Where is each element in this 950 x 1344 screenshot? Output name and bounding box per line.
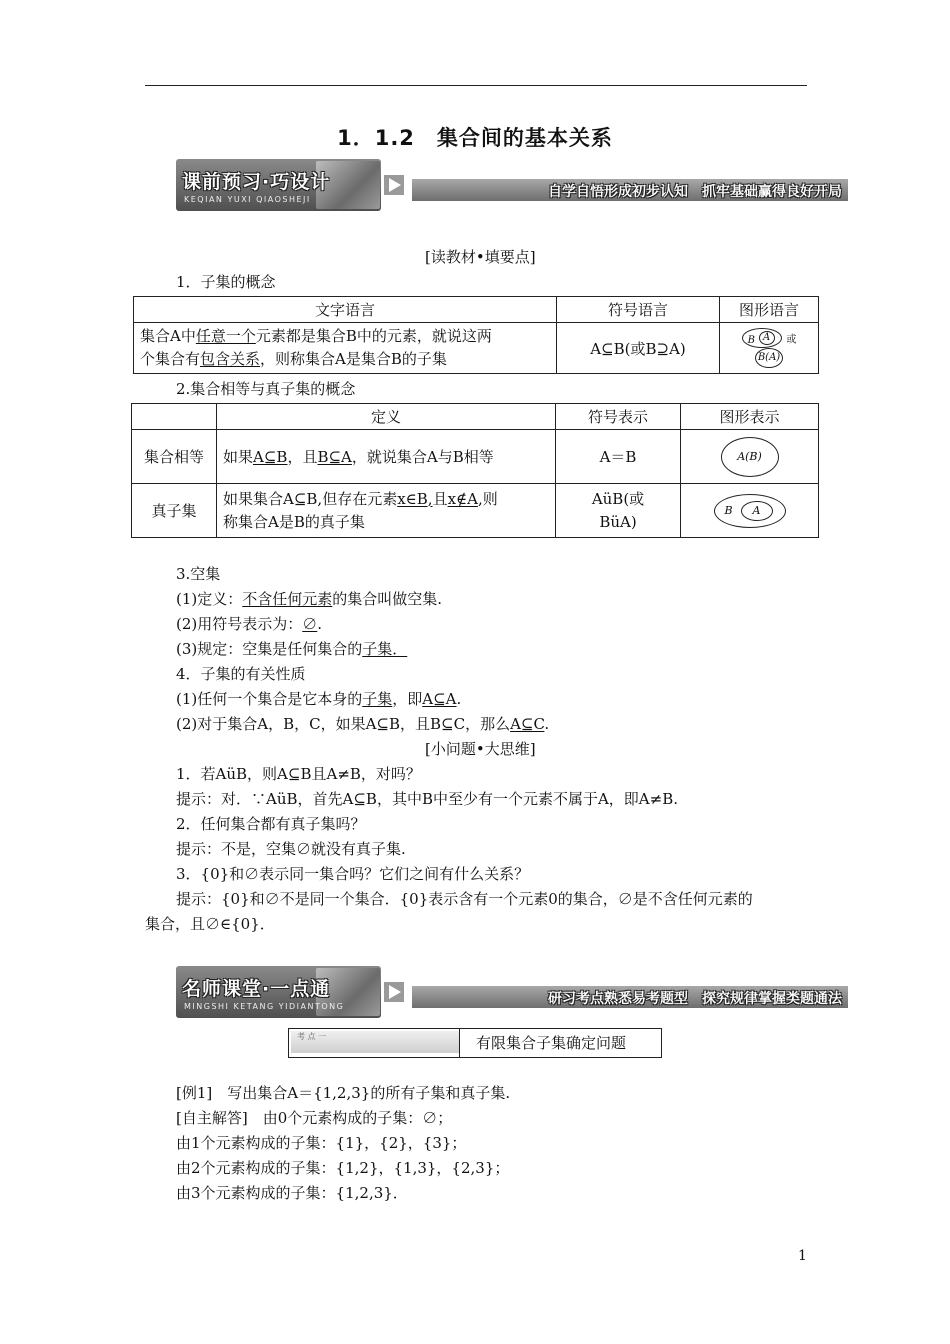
table-header: 图形语言 — [720, 297, 819, 323]
qa-line: 1．若AüB，则A⊆B且A≠B，对吗？ — [176, 765, 421, 783]
page-number: 1 — [798, 1248, 807, 1264]
banner-slogan: 自学自悟形成初步认知 抓牢基础赢得良好开局 — [548, 184, 842, 200]
table-cell-text: 集合A中任意一个元素都是集合B中的元素，就说这两 个集合有包含关系，则称集合A是集合B的子集 — [134, 323, 557, 374]
empty-set-title: 3.空集 — [176, 565, 221, 583]
equality-subset-table — [131, 403, 819, 538]
venn-diagram: B A — [714, 494, 786, 528]
kaodian-title: 有限集合子集确定问题 — [459, 1029, 656, 1057]
banner-slogan: 研习考点熟悉易考题型 探究规律掌握类题通法 — [548, 991, 842, 1007]
venn-diagram: B(A) — [755, 348, 783, 368]
banner-logo-text: 课前预习·巧设计 — [182, 171, 331, 193]
venn-diagram: B A — [742, 328, 782, 348]
table-cell-figure — [681, 430, 819, 484]
set-equality-title: 2.集合相等与真子集的概念 — [176, 380, 356, 398]
section-heading-think: [小问题•大思维] — [425, 740, 536, 758]
table-header: 符号表示 — [556, 404, 681, 430]
table-row-label: 集合相等 — [132, 430, 217, 484]
venn-diagram: A(B) — [721, 437, 779, 477]
empty-set-rule: (3)规定：空集是任何集合的子集． — [176, 640, 408, 658]
example-line: 由3个元素构成的子集：{1,2,3}． — [176, 1184, 408, 1202]
example-line: [例1] 写出集合A＝{1,2,3}的所有子集和真子集. — [176, 1084, 511, 1102]
subset-concept-title: 1．子集的概念 — [176, 273, 276, 291]
qa-line: 2．任何集合都有真子集吗？ — [176, 815, 366, 833]
play-arrow-icon — [384, 175, 404, 195]
table-cell-symbol: A⊆B(或B⊇A) — [557, 323, 720, 374]
play-arrow-icon — [384, 982, 404, 1002]
table-cell-figure: B A 或 B(A) — [720, 323, 819, 374]
banner-logo — [176, 159, 381, 211]
table-header: 符号语言 — [557, 297, 720, 323]
example-line: 由2个元素构成的子集：{1,2}，{1,3}，{2,3}； — [176, 1159, 510, 1177]
table-cell-definition: 如果集合A⊆B,但存在元素x∈B,且x∉A,则 称集合A是B的真子集 — [217, 484, 556, 538]
qa-line: 提示：对．∵AüB，首先A⊆B，其中B中至少有一个元素不属于A，即A≠B. — [176, 790, 678, 808]
kaodian-box — [288, 1028, 662, 1058]
banner-slogan-bar — [412, 986, 848, 1008]
example-line: 由1个元素构成的子集：{1}，{2}，{3}； — [176, 1134, 467, 1152]
banner-logo-text: 名师课堂·一点通 — [182, 978, 331, 1000]
qa-line: 3．{0}和∅表示同一集合吗？它们之间有什么关系？ — [176, 865, 530, 883]
banner-preview — [176, 159, 848, 211]
empty-set-symbol: (2)用符号表示为：∅. — [176, 615, 323, 633]
banner-pinyin: KEQIAN YUXI QIAOSHEJI — [184, 195, 311, 204]
banner-pinyin: MINGSHI KETANG YIDIANTONG — [184, 1002, 345, 1011]
subset-properties-title: 4．子集的有关性质 — [176, 665, 306, 683]
page-title: 1．1.2 集合间的基本关系 — [337, 126, 613, 150]
empty-set-definition: (1)定义：不含任何元素的集合叫做空集. — [176, 590, 443, 608]
header-rule — [145, 85, 807, 86]
table-header: 文字语言 — [134, 297, 557, 323]
subset-table — [133, 296, 819, 374]
kaodian-tag: 考 点 一 — [291, 1031, 459, 1053]
table-cell-symbol: AüB(或 BüA) — [556, 484, 681, 538]
table-row-label: 真子集 — [132, 484, 217, 538]
table-cell-definition: 如果A⊆B，且B⊆A，就说集合A与B相等 — [217, 430, 556, 484]
banner-slogan-bar — [412, 179, 848, 201]
qa-line: 提示：不是，空集∅就没有真子集. — [176, 840, 406, 858]
table-header: 定义 — [217, 404, 556, 430]
section-heading-read: [读教材•填要点] — [425, 248, 536, 266]
table-header: 图形表示 — [681, 404, 819, 430]
subset-property-1: (1)任何一个集合是它本身的子集，即A⊆A. — [176, 690, 462, 708]
example-line: [自主解答] 由0个元素构成的子集：∅； — [176, 1109, 453, 1127]
qa-line: 提示：{0}和∅不是同一个集合．{0}表示含有一个元素0的集合，∅是不含任何元素的 — [176, 890, 753, 908]
table-cell-figure — [681, 484, 819, 538]
banner-lecture — [176, 966, 848, 1018]
banner-logo — [176, 966, 381, 1018]
subset-property-2: (2)对于集合A，B，C，如果A⊆B，且B⊆C，那么A⊆C. — [176, 715, 550, 733]
qa-line: 集合，且∅∈{0}． — [145, 915, 275, 933]
table-cell-symbol: A＝B — [556, 430, 681, 484]
